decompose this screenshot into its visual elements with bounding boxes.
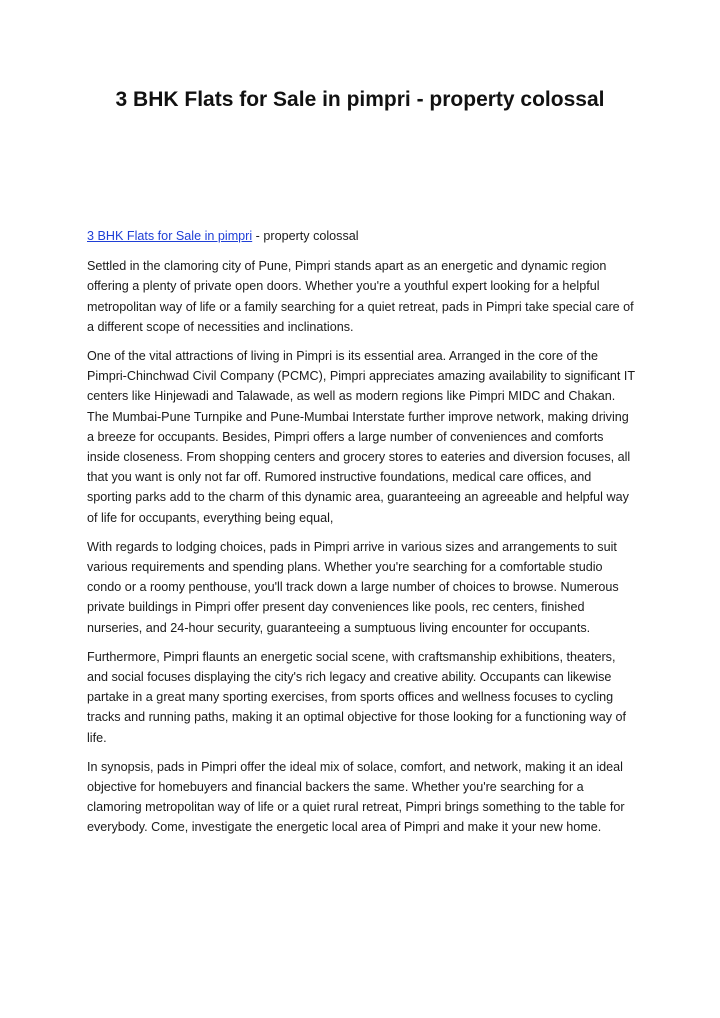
document-body xyxy=(87,226,635,847)
title-link[interactable]: 3 BHK Flats for Sale in pimpri xyxy=(87,229,253,243)
intro-suffix: - property colossal xyxy=(252,229,359,243)
intro-line xyxy=(87,226,635,246)
page-title: 3 BHK Flats for Sale in pimpri - property colossal xyxy=(115,88,605,111)
paragraph-1: Settled in the clamoring city of Pune, Pimpri stands apart as an energetic and dynamic region offering a plenty of private open doors. Whether you're a youthful expert looking for a helpful metropolitan way of life or a family searching for a quiet retreat, pads in Pimpri take special care of a different scope of necessities and inclinations. xyxy=(87,259,634,334)
paragraph-4: Furthermore, Pimpri flaunts an energetic social scene, with craftsmanship exhibitions, theaters, and social focuses displaying the city's rich legacy and creative ability. Occupants can likewise partake in a great many sporting exercises, from sports offices and wellness focuses to cycling tracks and running paths, making it an optimal objective for those looking for a functioning way of life. xyxy=(87,649,627,745)
paragraph-2: One of the vital attractions of living in Pimpri is its essential area. Arranged in the core of the Pimpri-Chinchwad Civil Company (PCMC), Pimpri appreciates amazing availability to significant IT centers like Hinjewadi and Talawade, as well as modern regions like Pimpri MIDC and Chakan. The Mumbai-Pune Turnpike and Pune-Mumbai Interstate further improve network, making driving a breeze for occupants. Besides, Pimpri offers a large number of conveniences and comforts inside closeness. From shopping centers and grocery stores to eateries and diversion focuses, all that you want is only not far off. Rumored instructive foundations, medical care offices, and sporting parks add to the charm of this dynamic area, guaranteeing an agreeable and helpful way of life for occupants, everything being equal, xyxy=(87,349,635,525)
paragraph-5: In synopsis, pads in Pimpri offer the ideal mix of solace, comfort, and network, making it an ideal objective for homebuyers and financial backers the same. Whether you're searching for a clamoring metropolitan way of life or a quiet rural retreat, Pimpri brings something to the table for everybody. Come, investigate the energetic local area of Pimpri and make it your new home. xyxy=(87,759,625,835)
paragraph-3: With regards to lodging choices, pads in Pimpri arrive in various sizes and arrangements to suit various requirements and spending plans. Whether you're searching for a comfortable studio condo or a roomy penthouse, you'll track down a large number of choices to browse. Numerous private buildings in Pimpri offer present day conveniences like pools, rec centers, finished nurseries, and 24-hour security, guaranteeing a sumptuous living encounter for occupants. xyxy=(87,539,619,635)
